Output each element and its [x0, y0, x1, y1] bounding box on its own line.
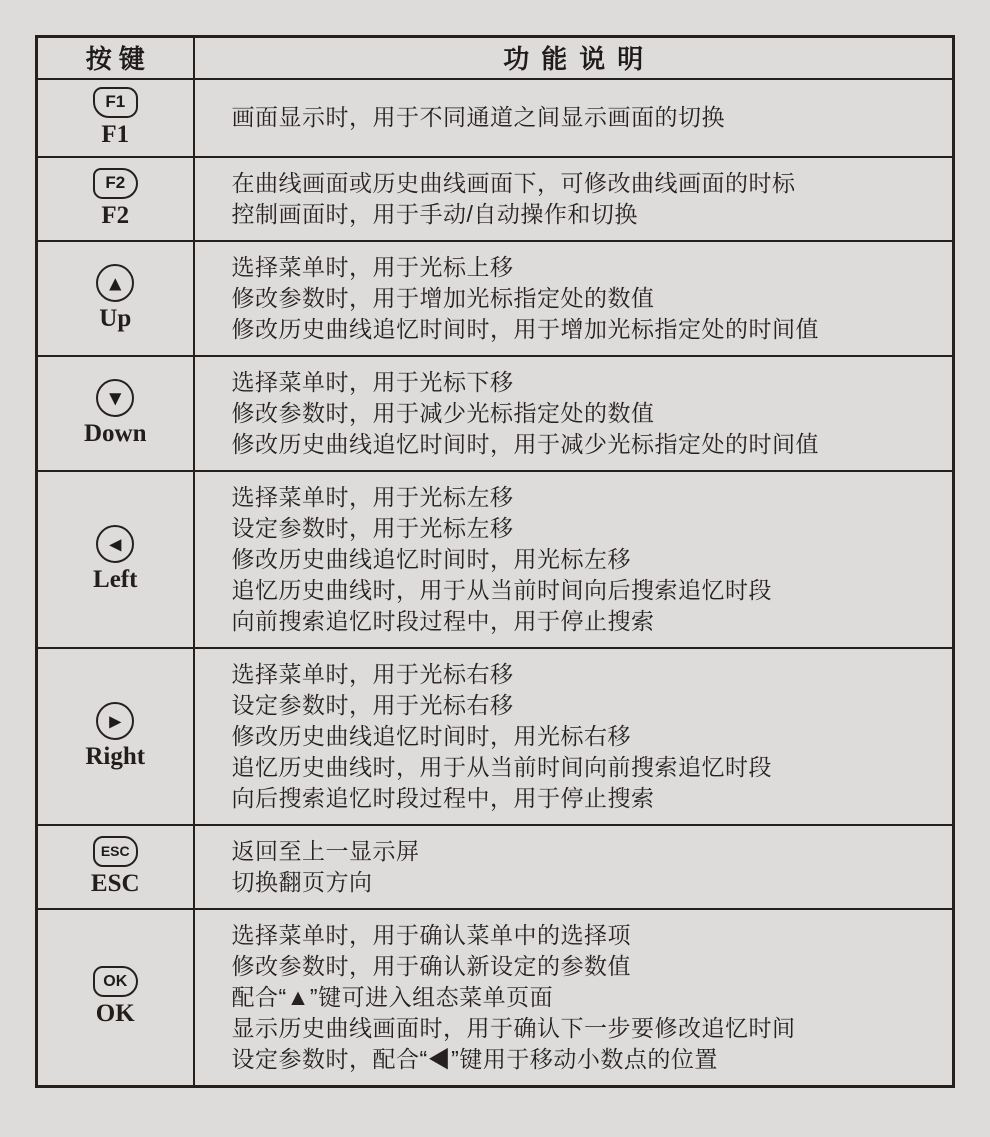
- key-label: F1: [101, 120, 130, 148]
- function-description-line: 修改历史曲线追忆时间时，用于增加光标指定处的时间值: [231, 315, 819, 342]
- esc-key-icon: [93, 836, 138, 867]
- function-description-line: 修改参数时，用于确认新设定的参数值: [231, 952, 631, 979]
- table-row: [37, 909, 954, 1087]
- up-arrow-key-icon: [96, 264, 134, 302]
- left-arrow-key-icon: [96, 525, 134, 563]
- function-description-line: 修改历史曲线追忆时间时，用光标左移: [231, 545, 631, 572]
- function-description-line: 在曲线画面或历史曲线画面下，可修改曲线画面的时标: [231, 169, 796, 196]
- function-description-line: 修改参数时，用于增加光标指定处的数值: [231, 284, 655, 311]
- key-label: Right: [85, 742, 146, 770]
- function-description-line: 选择菜单时，用于光标下移: [231, 368, 514, 395]
- column-header-description: 功能说明: [194, 37, 954, 79]
- arrow-glyph: ▶: [109, 711, 122, 730]
- function-description-cell: [194, 471, 954, 648]
- function-description-cell: [194, 825, 954, 909]
- key-label: ESC: [90, 869, 140, 897]
- function-description-line: 向后搜索追忆时段过程中，用于停止搜索: [231, 784, 655, 811]
- table-row: [37, 157, 954, 241]
- header-row: [37, 37, 954, 79]
- table-row: [37, 825, 954, 909]
- function-description-line: 修改历史曲线追忆时间时，用光标右移: [231, 722, 631, 749]
- key-label: OK: [95, 1000, 135, 1027]
- keycap-text: F1: [105, 92, 126, 111]
- key-label: Left: [93, 565, 138, 593]
- table-row: [37, 648, 954, 825]
- function-description-line: 选择菜单时，用于光标左移: [231, 483, 514, 510]
- key-cell: [37, 909, 194, 1087]
- down-arrow-key-icon: [96, 379, 134, 417]
- keycap-text: F2: [105, 173, 126, 192]
- function-description-cell: [194, 648, 954, 825]
- table-row: [37, 356, 954, 471]
- key-function-table: [35, 35, 955, 1088]
- function-description-line: 设定参数时，用于光标右移: [231, 691, 514, 718]
- ok-key-icon: [93, 966, 138, 997]
- f1-key-icon: [93, 87, 138, 118]
- function-description-line: 向前搜索追忆时段过程中，用于停止搜索: [231, 607, 655, 634]
- key-cell: [37, 241, 194, 356]
- key-cell: [37, 825, 194, 909]
- function-description-line: 控制画面时，用于手动/自动操作和切换: [231, 200, 638, 227]
- function-description-line: 选择菜单时，用于光标上移: [231, 253, 514, 280]
- f2-key-icon: [93, 168, 138, 199]
- function-description-line: 修改历史曲线追忆时间时，用于减少光标指定处的时间值: [231, 430, 819, 457]
- column-header-key: 按键: [37, 37, 194, 79]
- right-arrow-key-icon: [96, 702, 134, 740]
- table-row: [37, 471, 954, 648]
- function-description-cell: [194, 79, 954, 157]
- table-row: [37, 241, 954, 356]
- arrow-glyph: ◀: [109, 534, 122, 553]
- function-description-line: 追忆历史曲线时，用于从当前时间向后搜索追忆时段: [231, 576, 772, 603]
- key-label: F2: [101, 201, 130, 229]
- function-description-cell: [194, 157, 954, 241]
- key-label: Up: [99, 304, 132, 332]
- function-description-line: 显示历史曲线画面时，用于确认下一步要修改追忆时间: [231, 1014, 796, 1041]
- key-cell: [37, 157, 194, 241]
- function-description-line: 配合“▲”键可进入组态菜单页面: [231, 983, 554, 1010]
- function-description-line: 切换翻页方向: [231, 868, 373, 895]
- function-description-line: 画面显示时，用于不同通道之间显示画面的切换: [231, 104, 725, 130]
- key-label: Down: [83, 419, 147, 447]
- table-header: [37, 37, 954, 79]
- function-description-line: 选择菜单时，用于光标右移: [231, 660, 514, 687]
- function-description-cell: [194, 241, 954, 356]
- function-description-cell: [194, 356, 954, 471]
- function-description-line: 返回至上一显示屏: [231, 837, 420, 864]
- key-cell: [37, 356, 194, 471]
- keycap-text: ESC: [100, 843, 130, 859]
- function-description-cell: [194, 909, 954, 1087]
- function-description-line: 选择菜单时，用于确认菜单中的选择项: [231, 921, 631, 948]
- table-row: [37, 79, 954, 157]
- function-description-line: 追忆历史曲线时，用于从当前时间向前搜索追忆时段: [231, 753, 772, 780]
- function-description-line: 修改参数时，用于减少光标指定处的数值: [231, 399, 655, 426]
- key-cell: [37, 648, 194, 825]
- arrow-glyph: ▲: [109, 273, 122, 292]
- function-description-line: 设定参数时，配合“◀”键用于移动小数点的位置: [231, 1045, 718, 1072]
- key-cell: [37, 471, 194, 648]
- function-description-line: 设定参数时，用于光标左移: [231, 514, 514, 541]
- table-body: [37, 79, 954, 1087]
- key-cell: [37, 79, 194, 157]
- arrow-glyph: ▼: [109, 388, 122, 407]
- keycap-text: OK: [103, 972, 128, 990]
